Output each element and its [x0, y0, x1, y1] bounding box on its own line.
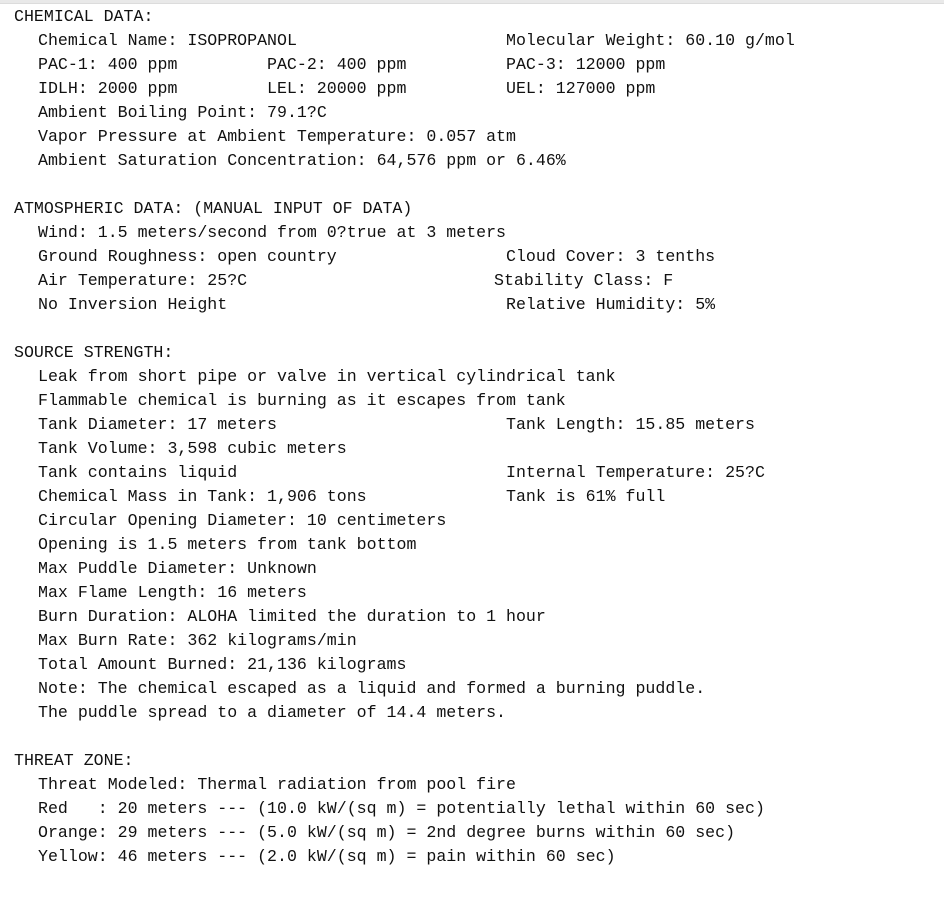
lel-value: LEL: 20000 ppm: [267, 79, 407, 98]
tank-length: Tank Length: 15.85 meters: [506, 415, 755, 434]
yellow-zone-row: [14, 845, 616, 869]
blank-line: [14, 725, 412, 749]
red-zone-row: [14, 797, 765, 821]
idlh-value: IDLH: 2000 ppm: [38, 79, 178, 98]
source-strength-heading: SOURCE STRENGTH:: [14, 343, 174, 362]
relative-humidity: Relative Humidity: 5%: [506, 295, 716, 314]
total-burned: Total Amount Burned: 21,136 kilograms: [38, 655, 407, 674]
chemical-name-row: [14, 29, 795, 53]
burn-duration: Burn Duration: ALOHA limited the duration to 1 hour: [38, 607, 546, 626]
flame-length: Max Flame Length: 16 meters: [38, 583, 307, 602]
molecular-weight: Molecular Weight: 60.10 g/mol: [506, 31, 795, 50]
orange-zone: Orange: 29 meters --- (5.0 kW/(sq m) = 2nd degree burns within 60 sec): [38, 823, 736, 842]
opening-diameter-row: [14, 509, 447, 533]
total-burned-row: [14, 653, 412, 677]
orange-zone-row: [14, 821, 736, 845]
text-report: [14, 5, 795, 869]
chemical-mass: Chemical Mass in Tank: 1,906 tons: [38, 487, 367, 506]
wind: Wind: 1.5 meters/second from 0?true at 3 meters: [38, 223, 507, 242]
stability-class: Stability Class: F: [494, 271, 674, 290]
burn-rate-row: [14, 629, 412, 653]
opening-height: Opening is 1.5 meters from tank bottom: [38, 535, 417, 554]
pac1-value: PAC-1: 400 ppm: [38, 55, 178, 74]
red-zone: Red : 20 meters --- (10.0 kW/(sq m) = potentially lethal within 60 sec): [38, 799, 765, 818]
uel-value: UEL: 127000 ppm: [506, 79, 656, 98]
inversion-height: No Inversion Height: [38, 295, 228, 314]
burn-duration-row: [14, 605, 546, 629]
opening-height-row: [14, 533, 417, 557]
tank-volume: Tank Volume: 3,598 cubic meters: [38, 439, 347, 458]
tank-dimensions-row: [14, 413, 755, 437]
chemical-data-heading: CHEMICAL DATA:: [14, 7, 154, 26]
blank-line: [14, 317, 412, 341]
threat-modeled: Threat Modeled: Thermal radiation from pool fire: [38, 775, 516, 794]
leak-row: [14, 365, 616, 389]
note-line-1: Note: The chemical escaped as a liquid and formed a burning puddle.: [38, 679, 706, 698]
vapor-pressure: Vapor Pressure at Ambient Temperature: 0.057 atm: [38, 127, 516, 146]
pac3-value: PAC-3: 12000 ppm: [506, 55, 666, 74]
temperature-row: [14, 269, 674, 293]
inversion-row: [14, 293, 716, 317]
chemical-name: Chemical Name: ISOPROPANOL: [38, 31, 297, 50]
saturation-concentration: Ambient Saturation Concentration: 64,576 ppm or 6.46%: [38, 151, 566, 170]
air-temperature: Air Temperature: 25?C: [38, 271, 248, 290]
note-line-2: The puddle spread to a diameter of 14.4 meters.: [38, 703, 507, 722]
opening-diameter: Circular Opening Diameter: 10 centimeters: [38, 511, 447, 530]
atmospheric-data-heading: ATMOSPHERIC DATA: (MANUAL INPUT OF DATA): [14, 199, 413, 218]
vapor-pressure-row: [14, 125, 516, 149]
limits-row: [14, 77, 656, 101]
window-top-edge: [0, 0, 944, 4]
note-row-2: [14, 701, 507, 725]
puddle-diameter-row: [14, 557, 412, 581]
internal-temperature: Internal Temperature: 25?C: [506, 463, 765, 482]
puddle-diameter: Max Puddle Diameter: Unknown: [38, 559, 317, 578]
ground-roughness: Ground Roughness: open country: [38, 247, 337, 266]
chemical-mass-row: [14, 485, 666, 509]
boiling-point-row: [14, 101, 412, 125]
saturation-row: [14, 149, 566, 173]
tank-volume-row: [14, 437, 412, 461]
pac2-value: PAC-2: 400 ppm: [267, 55, 407, 74]
tank-diameter: Tank Diameter: 17 meters: [38, 415, 277, 434]
flammable-description: Flammable chemical is burning as it escapes from tank: [38, 391, 566, 410]
note-row-1: [14, 677, 706, 701]
blank-line: [14, 173, 412, 197]
cloud-cover: Cloud Cover: 3 tenths: [506, 247, 716, 266]
yellow-zone: Yellow: 46 meters --- (2.0 kW/(sq m) = pain within 60 sec): [38, 847, 616, 866]
leak-description: Leak from short pipe or valve in vertical cylindrical tank: [38, 367, 616, 386]
threat-modeled-row: [14, 773, 516, 797]
pac-row: [14, 53, 666, 77]
burn-rate: Max Burn Rate: 362 kilograms/min: [38, 631, 357, 650]
flammable-row: [14, 389, 566, 413]
threat-zone-heading: THREAT ZONE:: [14, 751, 134, 770]
wind-row: [14, 221, 507, 245]
ground-row: [14, 245, 716, 269]
tank-fill-level: Tank is 61% full: [506, 487, 666, 506]
boiling-point: Ambient Boiling Point: 79.1?C: [38, 103, 327, 122]
flame-length-row: [14, 581, 412, 605]
tank-contents-row: [14, 461, 765, 485]
tank-contains: Tank contains liquid: [38, 463, 238, 482]
